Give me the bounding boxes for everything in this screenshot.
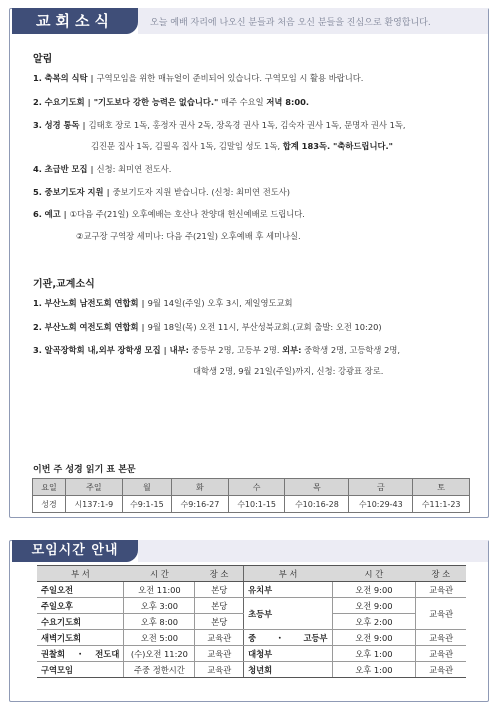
meeting-dept: 새벽기도회	[37, 630, 124, 646]
meeting-header-strip	[138, 540, 488, 562]
org-item: 2. 부산노회 여전도회 연합회 | 9월 18일(목) 오전 11시, 부산성북교회.(교회 출발: 오전 10:20)	[33, 322, 382, 332]
header-time: 시 간	[124, 566, 195, 582]
bible-header-cell: 수	[228, 479, 285, 496]
notice-item: 2. 수요기도회 | "기도보다 강한 능력은 없습니다." 매주 수요일 저녁 8:00.	[33, 97, 310, 107]
meeting-row	[37, 630, 466, 646]
bible-cell: 성경	[33, 496, 66, 513]
notice-item: 3. 성경 통독 | 김태호 장로 1독, 홍정자 권사 2독, 장옥경 권사 1독, 김숙자 권사 1독, 문명자 권사 1독,	[33, 120, 406, 130]
meeting-time: 오전 9:00	[332, 630, 416, 646]
meeting-time: 주중 정한시간	[124, 662, 195, 678]
meeting-time: 오전 5:00	[124, 630, 195, 646]
meeting-row	[37, 662, 466, 678]
bible-table-row	[33, 496, 470, 513]
notice-section-title: 알림	[33, 54, 53, 65]
bible-cell: 수9:1-15	[122, 496, 171, 513]
org-item-continuation: 대학생 2명, 9월 21일(주일)까지, 신청: 강광표 장로.	[193, 366, 384, 376]
bible-cell: 수10:16-28	[285, 496, 349, 513]
church-news-tab: 교회소식	[12, 8, 138, 34]
meeting-place: 본당	[195, 582, 244, 598]
meeting-dept: 초등부	[244, 598, 332, 630]
meeting-place: 교육관	[416, 646, 466, 662]
meeting-place: 교육관	[416, 598, 466, 630]
header-dept: 부 서	[37, 566, 124, 582]
meeting-dept: 대청부	[244, 646, 332, 662]
meeting-place: 교육관	[416, 630, 466, 646]
meeting-place: 본당	[195, 598, 244, 614]
meeting-place: 교육관	[416, 582, 466, 598]
welcome-note: 오늘 예배 자리에 나오신 분들과 처음 오신 분들을 진심으로 환영합니다.	[150, 18, 431, 28]
meeting-time: 오후 2:00	[332, 614, 416, 630]
bible-reading-table	[32, 478, 470, 513]
org-section-title: 기관,교계소식	[33, 279, 95, 290]
meeting-time: 오전 9:00	[332, 582, 416, 598]
church-news-panel	[9, 8, 489, 518]
bible-header-cell: 요일	[33, 479, 66, 496]
meeting-place: 교육관	[195, 646, 244, 662]
meeting-dept: 구역모임	[37, 662, 124, 678]
notice-item: 5. 중보기도자 지원 | 중보기도자 지원 받습니다. (신청: 최미연 전도사)	[33, 187, 290, 197]
notice-item: 1. 축복의 식탁 | 구역모임을 위한 매뉴얼이 준비되어 있습니다. 구역모임 시 활용 바랍니다.	[33, 73, 364, 83]
meeting-dept: 수요기도회	[37, 614, 124, 630]
bible-cell: 수10:29-43	[349, 496, 413, 513]
meeting-time: 오후 1:00	[332, 662, 416, 678]
meeting-place: 본당	[195, 614, 244, 630]
meeting-place: 교육관	[195, 662, 244, 678]
bible-header-cell: 월	[122, 479, 171, 496]
meeting-times-table	[37, 565, 466, 678]
header-place: 장 소	[195, 566, 244, 582]
notice-item: 4. 초급반 모집 | 신청: 최미연 전도사.	[33, 164, 172, 174]
meeting-dept: 주일오전	[37, 582, 124, 598]
meeting-table-header-row	[37, 566, 466, 582]
bible-header-cell: 금	[349, 479, 413, 496]
bible-header-cell: 목	[285, 479, 349, 496]
meeting-row	[37, 646, 466, 662]
bible-cell: 수10:1-15	[228, 496, 285, 513]
meeting-place: 교육관	[195, 630, 244, 646]
meeting-time: 오전 9:00	[332, 598, 416, 614]
notice-item-continuation: 김진문 집사 1독, 김필옥 집사 1독, 김말임 성도 1독, 합계 183독. "축하드립니다."	[91, 141, 393, 151]
meeting-dept: 중・고등부	[244, 630, 332, 646]
meeting-time: 오전 11:00	[124, 582, 195, 598]
meeting-dept: 권찰회・전도대	[37, 646, 124, 662]
bible-header-cell: 화	[172, 479, 229, 496]
meeting-times-tab: 모임시간 안내	[12, 540, 138, 562]
meeting-time: 오후 3:00	[124, 598, 195, 614]
bible-cell: 수9:16-27	[172, 496, 229, 513]
meeting-row	[37, 598, 466, 614]
meeting-time: 오후 8:00	[124, 614, 195, 630]
bible-header-cell: 토	[413, 479, 470, 496]
org-item: 3. 알곡장학회 내,외부 장학생 모집 | 내부: 중등부 2명, 고등부 2명. 외부: 중학생 2명, 고등학생 2명,	[33, 345, 401, 355]
meeting-dept: 청년회	[244, 662, 332, 678]
meeting-time: (수)오전 11:20	[124, 646, 195, 662]
notice-item-continuation: ②교구장 구역장 세미나: 다음 주(21일) 오후예배 후 세미나실.	[76, 231, 301, 241]
meeting-dept: 주일오후	[37, 598, 124, 614]
meeting-time: 오후 1:00	[332, 646, 416, 662]
bible-table-header-row	[33, 479, 470, 496]
header-dept: 부 서	[244, 566, 332, 582]
meeting-dept: 유치부	[244, 582, 332, 598]
bible-cell: 시137:1-9	[66, 496, 123, 513]
header-time: 시 간	[332, 566, 416, 582]
bible-cell: 수11:1-23	[413, 496, 470, 513]
bible-reading-title: 이번 주 성경 읽기 표 본문	[33, 465, 136, 475]
bible-header-cell: 주일	[66, 479, 123, 496]
meeting-row	[37, 582, 466, 598]
org-item: 1. 부산노회 남전도회 연합회 | 9월 14일(주일) 오후 3시, 제일영도교회	[33, 298, 293, 308]
notice-item: 6. 예고 | ①다음 주(21일) 오후예배는 호산나 찬양대 헌신예배로 드립니다.	[33, 209, 305, 219]
meeting-place: 교육관	[416, 662, 466, 678]
header-place: 장 소	[416, 566, 466, 582]
